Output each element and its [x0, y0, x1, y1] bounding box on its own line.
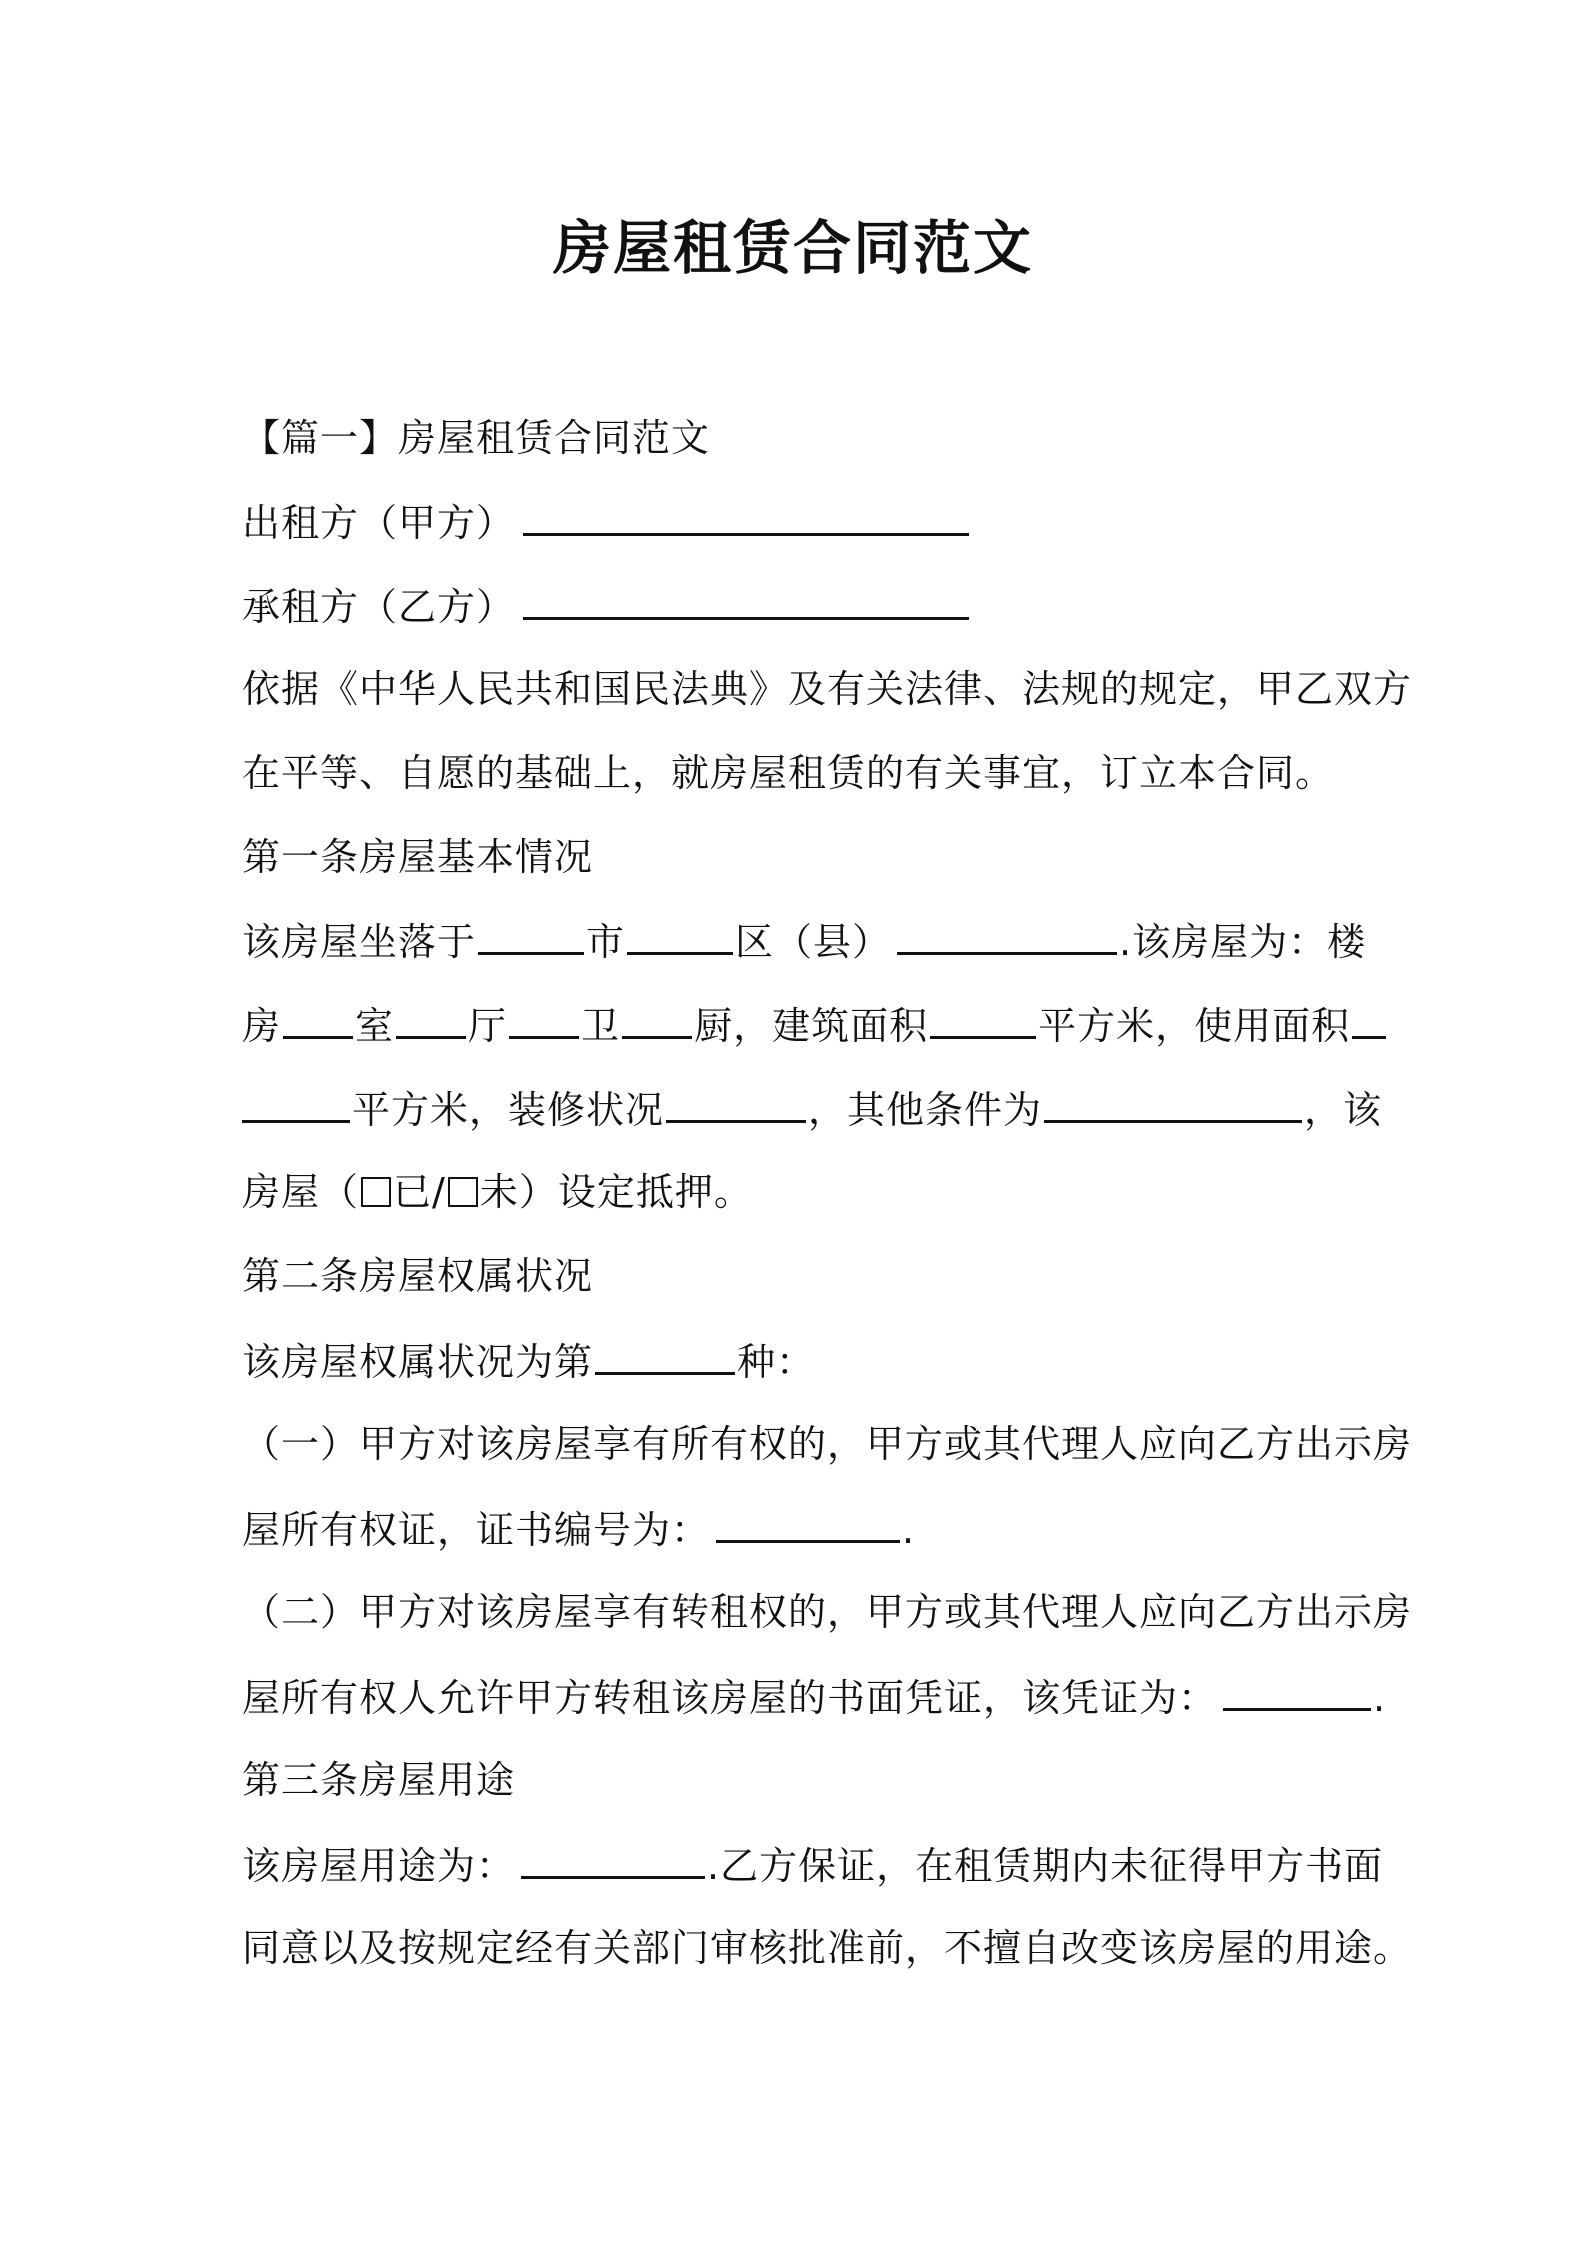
- rooms-blank[interactable]: [283, 996, 353, 1039]
- building-area-blank[interactable]: [930, 996, 1036, 1039]
- line-end-text: ，该: [1304, 1088, 1383, 1132]
- certificate-label: 屋所有权证，证书编号为：: [242, 1508, 711, 1552]
- mortgaged-no-checkbox[interactable]: [448, 1177, 478, 1207]
- mortgaged-yes-label: 已/: [393, 1170, 446, 1214]
- sublease-proof-blank[interactable]: [1223, 1668, 1371, 1711]
- house-label: 房: [242, 1004, 282, 1048]
- building-area-label: 厨，建筑面积: [694, 1004, 929, 1048]
- city-label: 市: [586, 920, 626, 964]
- article-2-para-2-line-1: （二）甲方对该房屋享有转租权的，甲方或其代理人应向乙方出示房: [242, 1590, 1413, 1634]
- article-2-heading: 第二条房屋权属状况: [242, 1254, 594, 1298]
- house-type-label: .该房屋为：楼: [1119, 920, 1367, 964]
- halls-blank[interactable]: [396, 996, 466, 1039]
- location-label: 该房屋坐落于: [242, 920, 477, 964]
- usage-label: 该房屋用途为：: [242, 1844, 516, 1888]
- article-1-line-2: [242, 996, 1388, 1054]
- decoration-blank[interactable]: [666, 1080, 806, 1123]
- district-label: 区（县）: [735, 920, 892, 964]
- article-1-line-1: [242, 912, 1366, 970]
- certificate-period: .: [902, 1508, 916, 1552]
- bathrooms-blank[interactable]: [509, 996, 579, 1039]
- article-2-line-1: [242, 1332, 815, 1390]
- article-1-heading: 第一条房屋基本情况: [242, 835, 594, 879]
- other-conditions-label: ，其他条件为: [808, 1088, 1043, 1132]
- article-1-line-3: [242, 1080, 1382, 1138]
- rooms-label: 室: [355, 1004, 395, 1048]
- article-2-para-2-line-2: [242, 1668, 1386, 1726]
- address-blank[interactable]: [897, 912, 1117, 955]
- usable-area-blank-start[interactable]: [1352, 996, 1386, 1039]
- lessee-name-blank[interactable]: [523, 577, 969, 620]
- article-3-line-1: [242, 1836, 1383, 1894]
- decoration-label: 平方米，装修状况: [352, 1088, 665, 1132]
- halls-label: 厅: [468, 1004, 508, 1048]
- bathrooms-label: 卫: [581, 1004, 621, 1048]
- ownership-type-blank[interactable]: [595, 1332, 735, 1375]
- certificate-number-blank[interactable]: [716, 1500, 900, 1543]
- page-title: 房屋租赁合同范文: [552, 214, 1033, 282]
- intro-line-1: 依据《中华人民共和国民法典》及有关法律、法规的规定，甲乙双方: [242, 667, 1413, 711]
- article-2-para-1-line-1: （一）甲方对该房屋享有所有权的，甲方或其代理人应向乙方出示房: [242, 1422, 1413, 1466]
- usable-area-blank[interactable]: [242, 1080, 350, 1123]
- article-1-line-4: [242, 1164, 753, 1220]
- city-blank[interactable]: [478, 912, 584, 955]
- sublease-proof-period: .: [1373, 1676, 1387, 1720]
- lessor-line: [242, 493, 971, 551]
- usage-blank[interactable]: [521, 1836, 705, 1879]
- kitchens-blank[interactable]: [622, 996, 692, 1039]
- lessee-label: 承租方（乙方）: [242, 585, 516, 629]
- other-conditions-blank[interactable]: [1044, 1080, 1302, 1123]
- sublease-proof-label: 屋所有权人允许甲方转租该房屋的书面凭证，该凭证为：: [242, 1676, 1218, 1720]
- district-blank[interactable]: [627, 912, 733, 955]
- usage-guarantee-text: .乙方保证，在租赁期内未征得甲方书面: [707, 1844, 1384, 1888]
- mortgage-label: 房屋（: [242, 1170, 360, 1214]
- article-3-line-2: 同意以及按规定经有关部门审核批准前，不擅自改变该房屋的用途。: [242, 1926, 1413, 1970]
- lessee-line: [242, 577, 971, 635]
- mortgaged-yes-checkbox[interactable]: [361, 1177, 391, 1207]
- usable-area-label: 平方米，使用面积: [1038, 1004, 1351, 1048]
- ownership-type-label: 该房屋权属状况为第: [242, 1340, 594, 1384]
- section-heading: 【篇一】房屋租赁合同范文: [242, 416, 711, 460]
- lessor-name-blank[interactable]: [523, 493, 969, 536]
- article-3-heading: 第三条房屋用途: [242, 1758, 516, 1802]
- mortgaged-no-label: 未）设定抵押。: [479, 1170, 753, 1214]
- ownership-type-suffix: 种：: [737, 1340, 816, 1384]
- intro-line-2: 在平等、自愿的基础上，就房屋租赁的有关事宜，订立本合同。: [242, 751, 1335, 795]
- article-2-para-1-line-2: [242, 1500, 915, 1558]
- lessor-label: 出租方（甲方）: [242, 501, 516, 545]
